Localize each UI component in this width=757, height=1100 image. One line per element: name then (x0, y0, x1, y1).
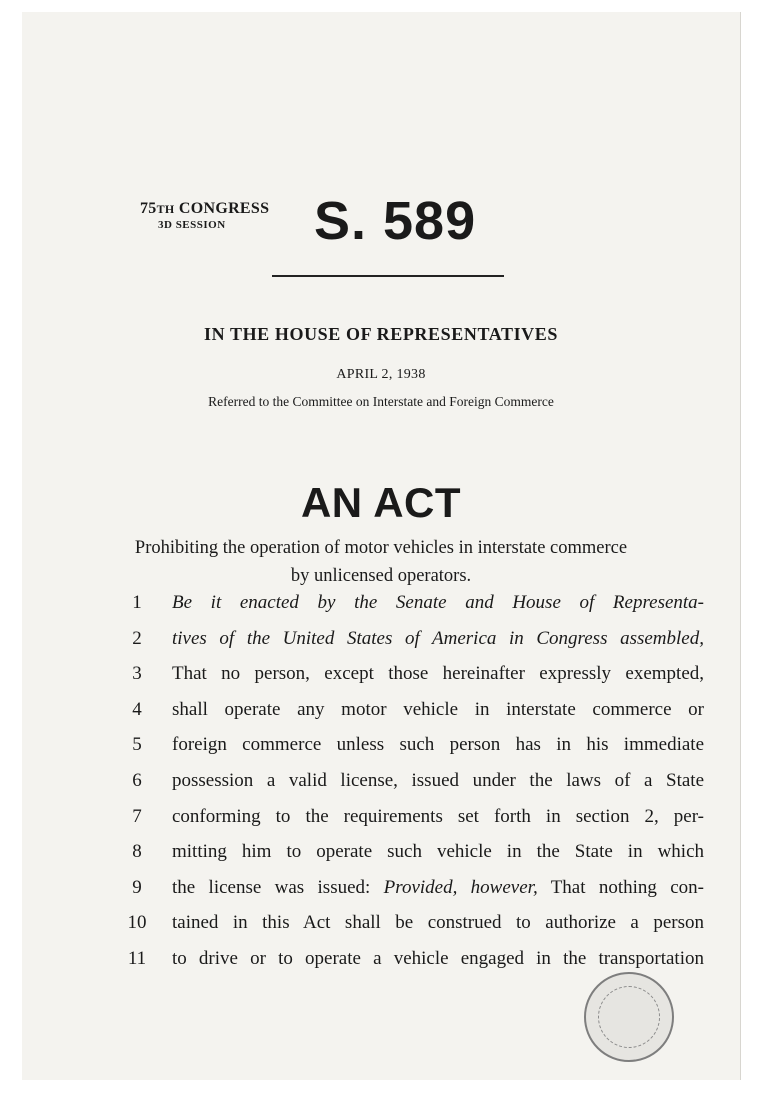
act-title: AN ACT (300, 479, 462, 526)
congress-suffix: TH (156, 202, 175, 216)
bill-line (122, 734, 712, 764)
line-number: 6 (132, 770, 142, 791)
line-text (172, 592, 704, 614)
bill-line (122, 770, 712, 800)
stamp-seal-icon (598, 986, 660, 1048)
bill-date: APRIL 2, 1938 (336, 367, 426, 382)
line-text (172, 663, 704, 685)
text-segment: the license was issued: (172, 876, 384, 898)
line-text (172, 948, 704, 970)
archives-stamp (584, 972, 674, 1062)
line-number: 3 (132, 663, 142, 685)
bill-page (22, 12, 741, 1080)
text-segment: shall operate any motor vehicle in interstate commerce or (172, 698, 704, 720)
chamber-heading: IN THE HOUSE OF REPRESENTATIVES (203, 324, 559, 344)
divider-rule (272, 275, 504, 277)
line-number: 1 (132, 592, 142, 613)
line-text (172, 734, 704, 756)
line-number: 5 (132, 734, 142, 756)
text-segment: That no person, except those hereinafter expressly exempted, (172, 663, 704, 685)
text-segment: That nothing con- (537, 876, 705, 898)
line-number: 10 (127, 912, 147, 934)
session-label: 3D SESSION (158, 219, 226, 231)
line-number: 9 (132, 876, 142, 898)
bill-line (122, 912, 712, 942)
bill-line (122, 592, 712, 622)
text-segment: foreign commerce unless such person has in his immediate (172, 734, 704, 756)
congress-number: 75 (140, 200, 157, 217)
text-segment: tained in this Act shall be construed to authorize a person (172, 912, 704, 934)
line-text (172, 806, 704, 828)
line-number: 7 (132, 805, 142, 827)
bill-line (122, 841, 712, 871)
line-number: 2 (132, 627, 142, 649)
text-segment: to drive or to operate a vehicle engaged in the transportation (172, 948, 704, 969)
line-number: 11 (127, 948, 147, 969)
text-segment: possession a valid license, issued under the laws of a State (172, 770, 704, 791)
bill-line (122, 877, 712, 907)
congress-label (140, 200, 269, 218)
bill-line (122, 628, 712, 658)
line-text (172, 770, 704, 792)
line-text (172, 699, 704, 721)
bill-line (122, 806, 712, 836)
congress-word: CONGRESS (178, 200, 270, 217)
italic-text: tives of the United States of America in Congress assembled, (172, 627, 704, 649)
text-segment: conforming to the requirements set forth in section 2, per- (172, 805, 704, 827)
bill-number: S. 589 (314, 191, 477, 251)
act-purpose (22, 534, 740, 590)
congress-session-block (140, 200, 269, 231)
bill-line (122, 699, 712, 729)
purpose-line: by unlicensed operators. (290, 566, 472, 586)
italic-text: Provided, however, (383, 876, 538, 898)
line-text (172, 877, 704, 899)
line-number: 8 (132, 841, 142, 863)
purpose-line: Prohibiting the operation of motor vehicles in interstate commerce (134, 538, 628, 558)
bill-line (122, 663, 712, 693)
line-text (172, 841, 704, 863)
line-text (172, 912, 704, 934)
line-text (172, 628, 704, 650)
referral-note: Referred to the Committee on Interstate and Foreign Commerce (208, 394, 554, 409)
italic-text: Be it enacted by the Senate and House of Representa- (172, 592, 704, 613)
text-segment: mitting him to operate such vehicle in the State in which (172, 841, 704, 863)
line-number: 4 (132, 698, 142, 720)
